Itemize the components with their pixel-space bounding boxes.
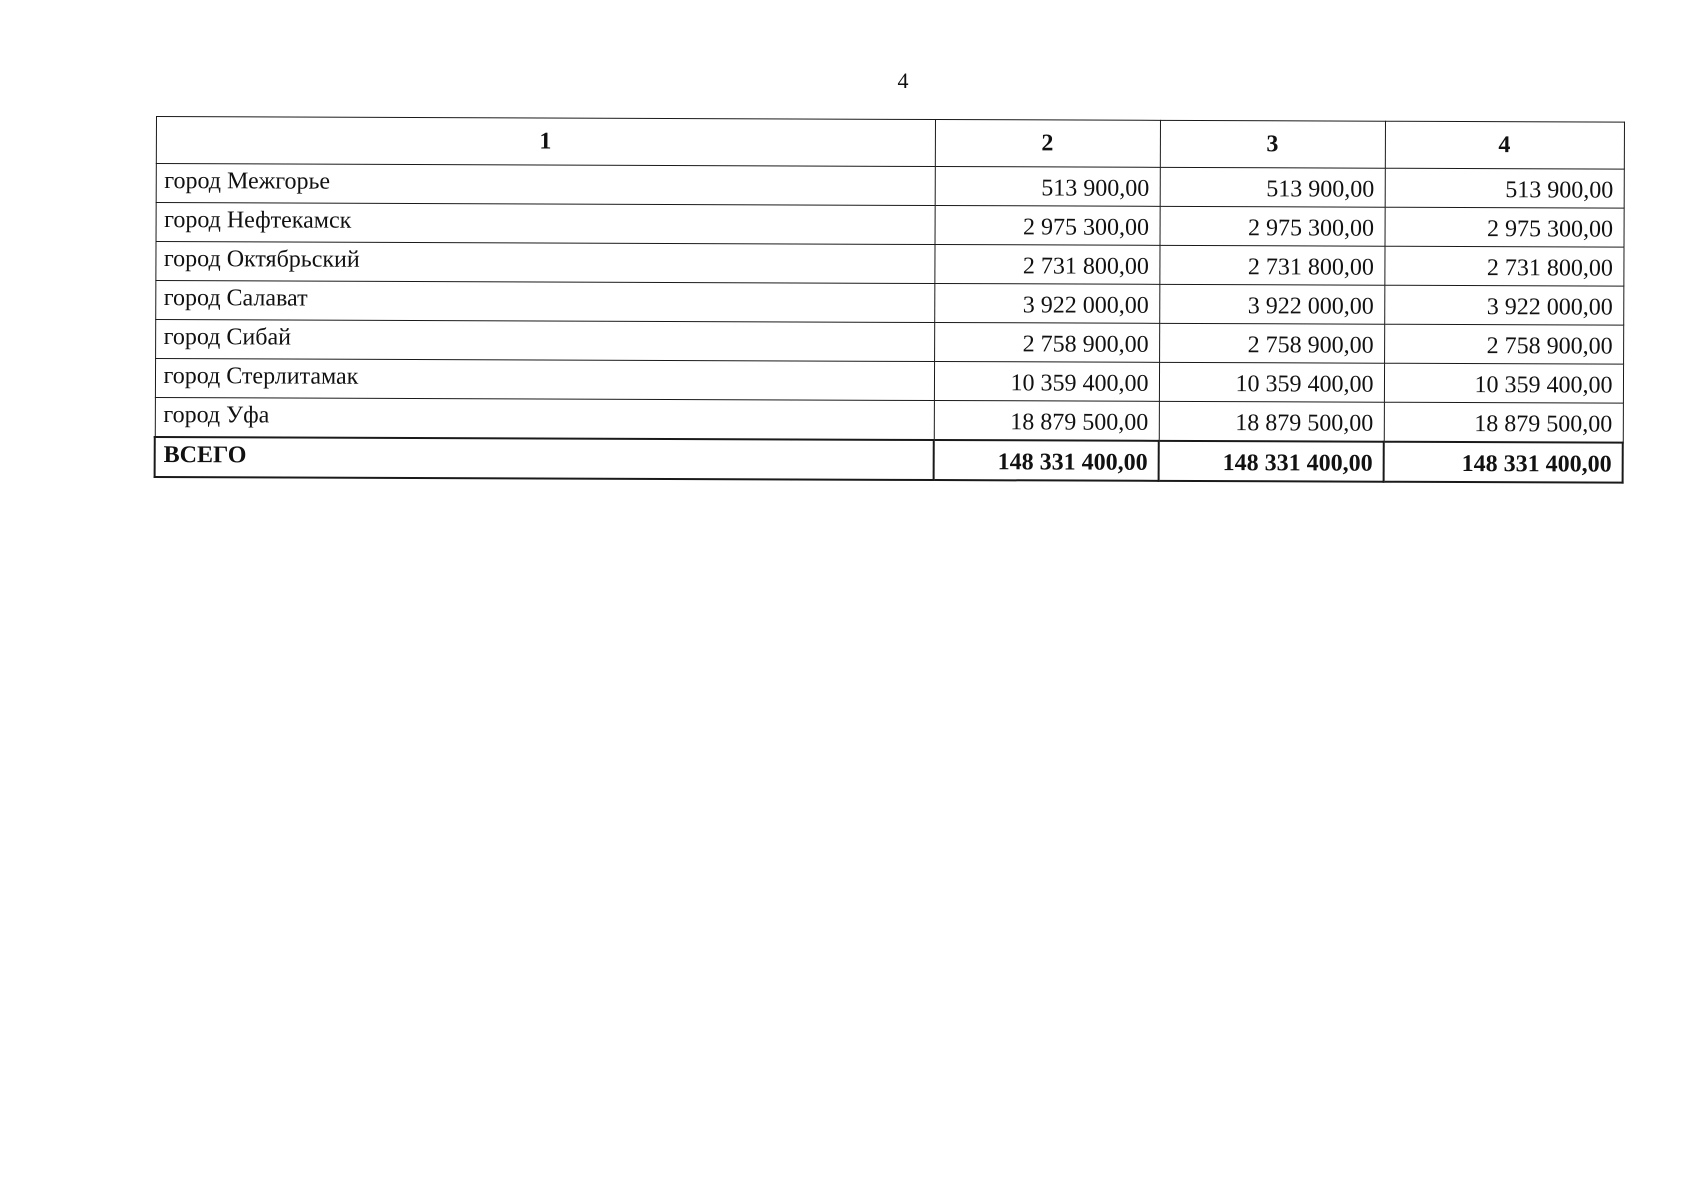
municipality-name: город Октябрьский <box>155 242 934 284</box>
amount-col-3: 513 900,00 <box>1160 167 1385 207</box>
table-row <box>155 359 1623 404</box>
municipality-name: город Салават <box>155 281 934 323</box>
budget-table <box>154 116 1625 484</box>
column-header-4: 4 <box>1385 121 1624 169</box>
municipality-name: город Нефтекамск <box>156 203 935 245</box>
budget-table-container <box>154 116 1623 484</box>
amount-col-4: 513 900,00 <box>1385 168 1624 208</box>
table-row <box>156 203 1624 248</box>
amount-col-4: 2 975 300,00 <box>1385 207 1624 247</box>
amount-col-3: 2 975 300,00 <box>1160 206 1385 246</box>
table-row <box>155 281 1623 326</box>
table-total-row <box>155 437 1623 483</box>
municipality-name: город Межгорье <box>156 164 935 206</box>
total-col-2: 148 331 400,00 <box>934 440 1159 481</box>
amount-col-2: 10 359 400,00 <box>934 361 1159 401</box>
municipality-name: город Уфа <box>155 398 934 440</box>
amount-col-4: 18 879 500,00 <box>1384 402 1623 442</box>
amount-col-4: 10 359 400,00 <box>1384 363 1623 403</box>
amount-col-3: 3 922 000,00 <box>1159 284 1384 324</box>
amount-col-4: 3 922 000,00 <box>1384 285 1623 325</box>
amount-col-4: 2 731 800,00 <box>1384 246 1623 286</box>
amount-col-3: 2 731 800,00 <box>1159 245 1384 285</box>
column-header-2: 2 <box>935 119 1160 167</box>
table-row <box>155 320 1623 365</box>
amount-col-2: 2 758 900,00 <box>934 322 1159 362</box>
total-label: ВСЕГО <box>155 437 934 480</box>
total-col-4: 148 331 400,00 <box>1384 442 1623 483</box>
amount-col-2: 18 879 500,00 <box>934 400 1159 440</box>
amount-col-3: 2 758 900,00 <box>1159 323 1384 363</box>
table-row <box>155 398 1623 443</box>
page-number: 4 <box>897 68 909 93</box>
table-row <box>156 164 1624 209</box>
municipality-name: город Стерлитамак <box>155 359 934 401</box>
column-header-3: 3 <box>1160 120 1385 168</box>
amount-col-3: 10 359 400,00 <box>1159 362 1384 402</box>
amount-col-2: 2 731 800,00 <box>934 244 1159 284</box>
amount-col-2: 513 900,00 <box>935 166 1160 206</box>
amount-col-2: 2 975 300,00 <box>935 205 1160 245</box>
amount-col-2: 3 922 000,00 <box>934 283 1159 323</box>
total-col-3: 148 331 400,00 <box>1159 441 1384 482</box>
municipality-name: город Сибай <box>155 320 934 362</box>
table-row <box>155 242 1623 287</box>
amount-col-3: 18 879 500,00 <box>1159 401 1384 441</box>
column-header-1: 1 <box>156 117 935 167</box>
amount-col-4: 2 758 900,00 <box>1384 324 1623 364</box>
table-header-row <box>156 117 1624 170</box>
